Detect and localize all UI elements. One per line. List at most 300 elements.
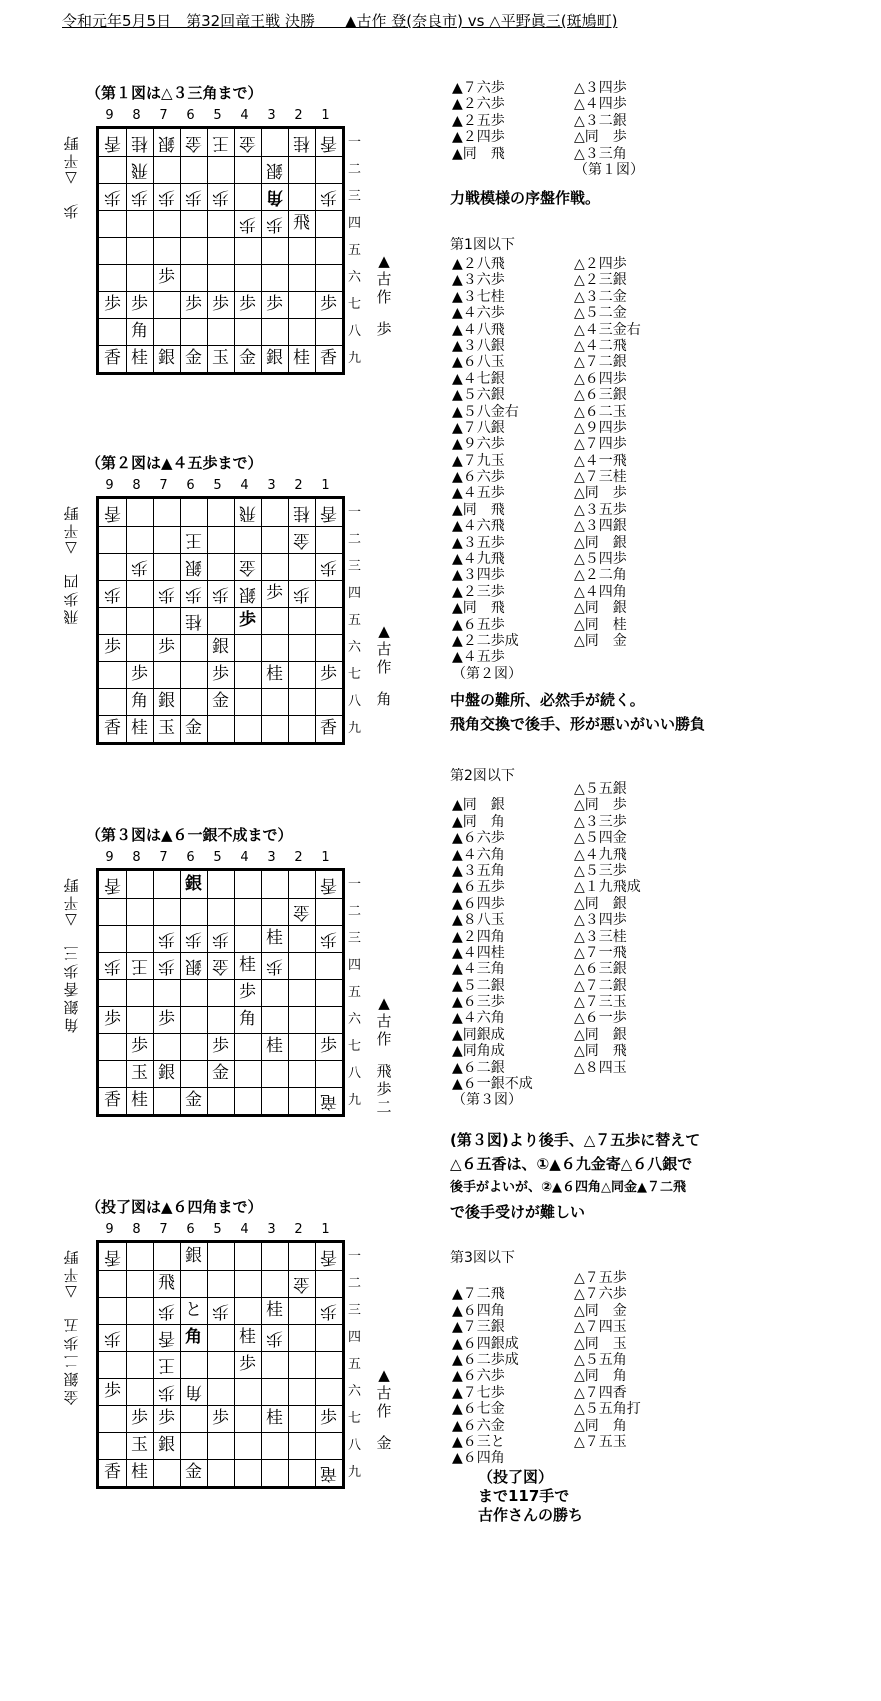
sente-piece: 歩 xyxy=(185,294,202,314)
rank-label: 一 xyxy=(348,1249,362,1264)
sente-move: ▲６二歩成 xyxy=(452,1351,519,1368)
sente-piece: 歩 xyxy=(158,1408,175,1428)
rank-label: 三 xyxy=(348,931,362,946)
sente-player-label: ▲古作 xyxy=(376,622,392,676)
rank-label: 三 xyxy=(348,1303,362,1318)
sente-move: ▲４四桂 xyxy=(452,944,505,961)
gote-move: △同 角 xyxy=(574,1417,627,1434)
gote-piece: 王 xyxy=(131,956,148,976)
gote-move: △４一飛 xyxy=(574,452,627,469)
gote-move: △３五歩 xyxy=(574,501,627,518)
file-label: 3 xyxy=(267,478,276,493)
sente-move: ▲２八飛 xyxy=(452,256,505,272)
file-label: 5 xyxy=(213,1222,222,1237)
file-label: 2 xyxy=(294,850,303,865)
gote-piece: 歩 xyxy=(185,584,202,604)
sente-piece: 香 xyxy=(320,348,337,368)
file-label: 8 xyxy=(132,478,141,493)
sente-move: ▲６六金 xyxy=(452,1417,505,1434)
sente-player-label: ▲古作 xyxy=(376,252,392,306)
rank-label: 四 xyxy=(348,958,362,973)
gote-move: △同 金 xyxy=(574,1302,627,1319)
grid-line xyxy=(99,1006,342,1007)
comment-2 xyxy=(450,688,705,736)
gote-piece: 香 xyxy=(320,1247,337,1267)
sente-piece: 歩 xyxy=(104,1009,121,1029)
file-label: 3 xyxy=(267,108,276,123)
grid-line xyxy=(180,129,181,372)
file-label: 1 xyxy=(321,1222,330,1237)
file-label: 8 xyxy=(132,850,141,865)
gote-move: △５四歩 xyxy=(574,551,627,568)
sente-piece: 歩 xyxy=(104,294,121,314)
sente-piece: 香 xyxy=(104,1462,121,1482)
gote-move: △７二銀 xyxy=(574,354,627,371)
sente-piece: 金 xyxy=(185,718,202,738)
sente-move: ▲７七歩 xyxy=(452,1384,505,1401)
sente-piece: 歩 xyxy=(212,664,229,684)
gote-piece: 角 xyxy=(185,1382,202,1402)
sente-move: ▲６一銀不成 xyxy=(452,1076,533,1093)
gote-move: △５四金 xyxy=(574,830,627,847)
sente-piece: 銀 xyxy=(185,1246,202,1266)
rank-label: 七 xyxy=(348,1411,362,1426)
sente-piece: 金 xyxy=(185,1462,202,1482)
gote-move: △４四角 xyxy=(574,583,627,600)
file-label: 7 xyxy=(159,108,168,123)
sente-hand-pieces: 角 xyxy=(376,690,392,708)
gote-move: △５二金 xyxy=(574,305,627,322)
sente-piece: と xyxy=(185,1300,202,1320)
grid-line xyxy=(315,1243,316,1486)
section-title-3: 第2図以下 xyxy=(450,768,515,784)
sente-hand xyxy=(373,252,395,338)
gote-piece: 歩 xyxy=(158,956,175,976)
gote-move: △７四歩 xyxy=(574,436,627,453)
gote-piece: 歩 xyxy=(158,1382,175,1402)
sente-piece: 玉 xyxy=(131,1435,148,1455)
sente-piece: 歩 xyxy=(131,1408,148,1428)
gote-piece: 歩 xyxy=(239,214,256,234)
sente-piece: 歩 xyxy=(239,610,256,630)
sente-move: ▲４五歩 xyxy=(452,485,505,502)
gote-move: △７六歩 xyxy=(574,1286,627,1303)
gote-piece: 銀 xyxy=(185,956,202,976)
comment-line: 中盤の難所、必然手が続く。 xyxy=(450,691,645,709)
grid-line xyxy=(99,607,342,608)
gote-piece: 金 xyxy=(293,902,310,922)
gote-piece: 歩 xyxy=(158,929,175,949)
gote-hand xyxy=(58,504,84,626)
sente-piece: 歩 xyxy=(131,1036,148,1056)
sente-move: ▲６六歩 xyxy=(452,1368,505,1385)
sente-player-label: ▲古作 xyxy=(376,1366,392,1420)
gote-piece: 金 xyxy=(293,530,310,550)
page-header: 令和元年5月5日 第32回竜王戦 決勝 ▲古作 登(奈良市) vs △平野眞三(斑鳩町) xyxy=(62,12,618,30)
sente-move: ▲同角成 xyxy=(452,1043,505,1060)
sente-piece: 銀 xyxy=(158,1435,175,1455)
file-label: 4 xyxy=(240,478,249,493)
sente-piece: 歩 xyxy=(239,982,256,1002)
sente-move: ▲６四歩 xyxy=(452,895,505,912)
gote-move: △３四歩 xyxy=(574,80,627,96)
gote-move: △５五角 xyxy=(574,1351,627,1368)
gote-piece: 歩 xyxy=(104,584,121,604)
diagram-1 xyxy=(30,82,392,392)
gote-move: △６三銀 xyxy=(574,961,627,978)
rank-label: 二 xyxy=(348,162,362,177)
gote-piece: 歩 xyxy=(320,557,337,577)
gote-move: △６二玉 xyxy=(574,403,627,420)
gote-move: △同 角 xyxy=(574,1368,627,1385)
gote-piece: 王 xyxy=(212,133,229,153)
sente-move: ▲５二銀 xyxy=(452,977,505,994)
rank-label: 八 xyxy=(348,1438,362,1453)
gote-piece: 金 xyxy=(239,557,256,577)
sente-piece: 金 xyxy=(212,1063,229,1083)
gote-piece: 歩 xyxy=(185,187,202,207)
sente-move: ▲６三歩 xyxy=(452,994,505,1011)
sente-move: ▲４八飛 xyxy=(452,321,505,338)
diagram-title: （第３図は▲６一銀不成まで） xyxy=(86,826,293,844)
gote-piece: 歩 xyxy=(158,1301,175,1321)
grid-line xyxy=(99,1351,342,1352)
sente-move: ▲４三角 xyxy=(452,961,505,978)
sente-piece: 歩 xyxy=(320,1036,337,1056)
sente-move: ▲同 飛 xyxy=(452,145,505,162)
gote-piece: 香 xyxy=(104,133,121,153)
gote-piece: 香 xyxy=(320,503,337,523)
sente-hand xyxy=(373,994,395,1116)
sente-piece: 歩 xyxy=(212,1408,229,1428)
sente-move: ▲２四角 xyxy=(452,928,505,945)
gote-piece: 歩 xyxy=(320,187,337,207)
sente-move: ▲３七桂 xyxy=(452,288,505,305)
file-label: 3 xyxy=(267,1222,276,1237)
diagram-3 xyxy=(30,824,392,1134)
gote-piece: 桂 xyxy=(131,133,148,153)
sente-move: ▲同 飛 xyxy=(452,600,505,617)
rank-label: 三 xyxy=(348,559,362,574)
gote-move: △９四歩 xyxy=(574,419,627,436)
gote-piece: 歩 xyxy=(293,584,310,604)
sente-move: ▲６三と xyxy=(452,1433,505,1450)
sente-move: ▲同 飛 xyxy=(452,501,505,518)
comment-line: で後手受けが難しい xyxy=(450,1203,586,1221)
rank-label: 二 xyxy=(348,532,362,547)
sente-piece: 歩 xyxy=(266,583,283,603)
sente-piece: 歩 xyxy=(320,294,337,314)
sente-piece: 歩 xyxy=(239,1354,256,1374)
rank-label: 六 xyxy=(348,1012,362,1027)
rank-labels xyxy=(348,129,368,372)
sente-piece: 桂 xyxy=(239,955,256,975)
gote-move: △２三銀 xyxy=(574,272,627,289)
rank-label: 八 xyxy=(348,324,362,339)
gote-hand xyxy=(58,134,84,220)
file-label: 8 xyxy=(132,1222,141,1237)
sente-piece: 銀 xyxy=(158,348,175,368)
comment-3 xyxy=(450,1128,700,1224)
rank-label: 三 xyxy=(348,189,362,204)
sente-move: ▲７六歩 xyxy=(452,80,505,96)
gote-piece: 香 xyxy=(320,875,337,895)
sente-piece: 飛 xyxy=(293,213,310,233)
sente-piece: 歩 xyxy=(212,294,229,314)
sente-move: ▲７八銀 xyxy=(452,419,505,436)
sente-piece: 歩 xyxy=(320,1408,337,1428)
diagram-title: （第１図は△３三角まで） xyxy=(86,84,263,102)
gote-move: △３二金 xyxy=(574,288,627,305)
sente-move: ▲７二飛 xyxy=(452,1286,505,1303)
sente-piece: 歩 xyxy=(104,1381,121,1401)
shogi-board xyxy=(96,868,345,1117)
file-labels xyxy=(96,1222,336,1236)
file-label: 7 xyxy=(159,1222,168,1237)
sente-piece: 桂 xyxy=(266,664,283,684)
grid-line xyxy=(261,871,262,1114)
sente-piece: 歩 xyxy=(158,267,175,287)
gote-move: △４九飛 xyxy=(574,846,627,863)
file-label: 9 xyxy=(105,478,114,493)
comment-line: 飛角交換で後手、形が悪いがいい勝負 xyxy=(450,715,706,733)
grid-line xyxy=(207,1243,208,1486)
gote-piece: 桂 xyxy=(293,133,310,153)
sente-piece: 銀 xyxy=(212,637,229,657)
gote-move: △同 歩 xyxy=(574,129,627,146)
file-labels xyxy=(96,850,336,864)
sente-move: ▲６八玉 xyxy=(452,354,505,371)
sente-piece: 玉 xyxy=(158,718,175,738)
gote-piece: 歩 xyxy=(104,1328,121,1348)
sente-move: ▲６四銀成 xyxy=(452,1335,519,1352)
sente-piece: 香 xyxy=(320,718,337,738)
sente-move: ▲５六銀 xyxy=(452,387,505,404)
sente-piece: 銀 xyxy=(185,874,202,894)
sente-piece: 桂 xyxy=(239,1327,256,1347)
rank-label: 六 xyxy=(348,640,362,655)
gote-move: △３二銀 xyxy=(574,112,627,129)
grid-line xyxy=(99,1378,342,1379)
gote-move: △２二角 xyxy=(574,567,627,584)
rank-label: 二 xyxy=(348,1276,362,1291)
sente-piece: 桂 xyxy=(266,928,283,948)
file-labels xyxy=(96,478,336,492)
section-title-4: 第3図以下 xyxy=(450,1250,515,1266)
sente-piece: 金 xyxy=(185,1090,202,1110)
gote-move: △３三歩 xyxy=(574,813,627,830)
sente-piece: 香 xyxy=(104,1090,121,1110)
sente-move: ▲６五歩 xyxy=(452,616,505,633)
gote-piece: 歩 xyxy=(266,1328,283,1348)
comment-line: 後手がよいが、②▲６四角△同金▲７二飛 xyxy=(450,1180,686,1195)
sente-move: ▲６四角 xyxy=(452,1450,505,1467)
file-label: 1 xyxy=(321,108,330,123)
rank-label: 七 xyxy=(348,1039,362,1054)
file-label: 5 xyxy=(213,478,222,493)
gote-move: △３三角 xyxy=(574,145,627,162)
sente-move: ▲７三銀 xyxy=(452,1319,505,1336)
file-label: 2 xyxy=(294,1222,303,1237)
gote-move: △同 銀 xyxy=(574,600,627,617)
gote-piece: 竜 xyxy=(320,1463,337,1483)
gote-move: △同 銀 xyxy=(574,534,627,551)
gote-move: △１九飛成 xyxy=(574,879,641,896)
rank-label: 五 xyxy=(348,1357,362,1372)
sente-piece: 金 xyxy=(185,348,202,368)
sente-piece: 角 xyxy=(185,1327,202,1347)
gote-piece: 王 xyxy=(185,530,202,550)
gote-piece: 飛 xyxy=(131,160,148,180)
sente-hand-pieces: 歩 xyxy=(376,320,392,338)
file-label: 5 xyxy=(213,850,222,865)
sente-piece: 歩 xyxy=(239,294,256,314)
sente-move: ▲５八金右 xyxy=(452,403,519,420)
gote-piece: 銀 xyxy=(266,160,283,180)
sente-move: ▲３四歩 xyxy=(452,567,505,584)
sente-move: ▲４六歩 xyxy=(452,305,505,322)
gote-move: △８四玉 xyxy=(574,1059,627,1076)
sente-piece: 歩 xyxy=(320,664,337,684)
sente-move: ▲８八玉 xyxy=(452,912,505,929)
rank-label: 九 xyxy=(348,351,362,366)
sente-move: ▲３六歩 xyxy=(452,272,505,289)
gote-move: △４二飛 xyxy=(574,337,627,354)
sente-piece: 桂 xyxy=(266,1036,283,1056)
rank-label: 五 xyxy=(348,243,362,258)
rank-label: 七 xyxy=(348,297,362,312)
grid-line xyxy=(234,129,235,372)
rank-label: 八 xyxy=(348,694,362,709)
sente-piece: 玉 xyxy=(212,348,229,368)
sente-piece: 桂 xyxy=(266,1408,283,1428)
grid-line xyxy=(180,1243,181,1486)
gote-hand-pieces: 角銀香歩三 xyxy=(63,944,79,1034)
gote-piece: 歩 xyxy=(185,929,202,949)
rank-label: 四 xyxy=(348,586,362,601)
diagram-title: （第２図は▲４五歩まで） xyxy=(86,454,263,472)
sente-move: ▲６六歩 xyxy=(452,469,505,486)
sente-move: ▲２六歩 xyxy=(452,96,505,113)
shogi-board xyxy=(96,1240,345,1489)
sente-move: ▲２四歩 xyxy=(452,129,505,146)
file-label: 9 xyxy=(105,108,114,123)
gote-piece: 桂 xyxy=(293,503,310,523)
gote-player-label: △平野 xyxy=(63,134,79,188)
gote-piece: 角 xyxy=(266,187,283,207)
grid-line xyxy=(99,237,342,238)
gote-piece: 王 xyxy=(158,1355,175,1375)
sente-move: ▲４七銀 xyxy=(452,370,505,387)
sente-move: ▲６七金 xyxy=(452,1401,505,1418)
gote-move: △同 銀 xyxy=(574,1026,627,1043)
gote-move: △７三桂 xyxy=(574,469,627,486)
sente-piece: 銀 xyxy=(266,348,283,368)
sente-hand-pieces: 金 xyxy=(376,1434,392,1452)
file-label: 6 xyxy=(186,478,195,493)
file-label: 8 xyxy=(132,108,141,123)
comment-line: 古作さんの勝ち xyxy=(478,1506,584,1524)
gote-piece: 桂 xyxy=(185,611,202,631)
sente-piece: 玉 xyxy=(131,1063,148,1083)
grid-line xyxy=(261,499,262,742)
file-label: 1 xyxy=(321,850,330,865)
rank-label: 八 xyxy=(348,1066,362,1081)
gote-hand-pieces: 飛歩四 xyxy=(63,572,79,626)
gote-move: △７三玉 xyxy=(574,994,627,1011)
gote-move: △同 玉 xyxy=(574,1335,627,1352)
sente-piece: 桂 xyxy=(131,348,148,368)
sente-move: ▲６六歩 xyxy=(452,830,505,847)
comment-1: 力戦模様の序盤作戦。 xyxy=(450,189,601,207)
gote-piece: 香 xyxy=(104,875,121,895)
gote-piece: 歩 xyxy=(212,187,229,207)
rank-label: 一 xyxy=(348,135,362,150)
diagram-2 xyxy=(30,452,392,762)
rank-labels xyxy=(348,499,368,742)
comment-line: まで117手で xyxy=(478,1487,570,1505)
file-label: 3 xyxy=(267,850,276,865)
file-label: 2 xyxy=(294,478,303,493)
sente-piece: 香 xyxy=(104,348,121,368)
rank-label: 九 xyxy=(348,1465,362,1480)
rank-label: 九 xyxy=(348,1093,362,1108)
gote-move: （第１図） xyxy=(574,161,644,178)
file-label: 9 xyxy=(105,1222,114,1237)
grid-line xyxy=(180,871,181,1114)
file-label: 1 xyxy=(321,478,330,493)
gote-piece: 銀 xyxy=(185,557,202,577)
sente-hand xyxy=(373,622,395,708)
rank-label: 九 xyxy=(348,721,362,736)
sente-piece: 歩 xyxy=(104,637,121,657)
file-label: 4 xyxy=(240,850,249,865)
rank-label: 六 xyxy=(348,270,362,285)
sente-move: ▲同 角 xyxy=(452,813,505,830)
grid-line xyxy=(207,129,208,372)
gote-piece: 香 xyxy=(158,1328,175,1348)
result-text xyxy=(478,1468,583,1525)
gote-piece: 飛 xyxy=(239,503,256,523)
sente-piece: 飛 xyxy=(158,1273,175,1293)
gote-piece: 歩 xyxy=(212,584,229,604)
sente-move: ▲２二歩成 xyxy=(452,632,519,649)
gote-piece: 香 xyxy=(320,133,337,153)
rank-label: 一 xyxy=(348,505,362,520)
sente-move: ▲３八銀 xyxy=(452,337,505,354)
gote-piece: 金 xyxy=(239,133,256,153)
grid-line xyxy=(315,129,316,372)
gote-player-label: △平野 xyxy=(63,876,79,930)
gote-piece: 歩 xyxy=(131,187,148,207)
gote-piece: 金 xyxy=(185,133,202,153)
gote-piece: 歩 xyxy=(104,956,121,976)
rank-label: 四 xyxy=(348,216,362,231)
rank-label: 七 xyxy=(348,667,362,682)
gote-move: △６三銀 xyxy=(574,387,627,404)
gote-hand-pieces: 金銀二歩五 xyxy=(63,1316,79,1406)
sente-move: ▲同銀成 xyxy=(452,1026,505,1043)
file-label: 4 xyxy=(240,108,249,123)
sente-piece: 桂 xyxy=(131,718,148,738)
grid-line xyxy=(288,129,289,372)
rank-labels xyxy=(348,1243,368,1486)
file-label: 7 xyxy=(159,478,168,493)
file-label: 6 xyxy=(186,850,195,865)
sente-move: ▲同 銀 xyxy=(452,797,505,814)
file-label: 6 xyxy=(186,108,195,123)
gote-hand xyxy=(58,876,84,1034)
